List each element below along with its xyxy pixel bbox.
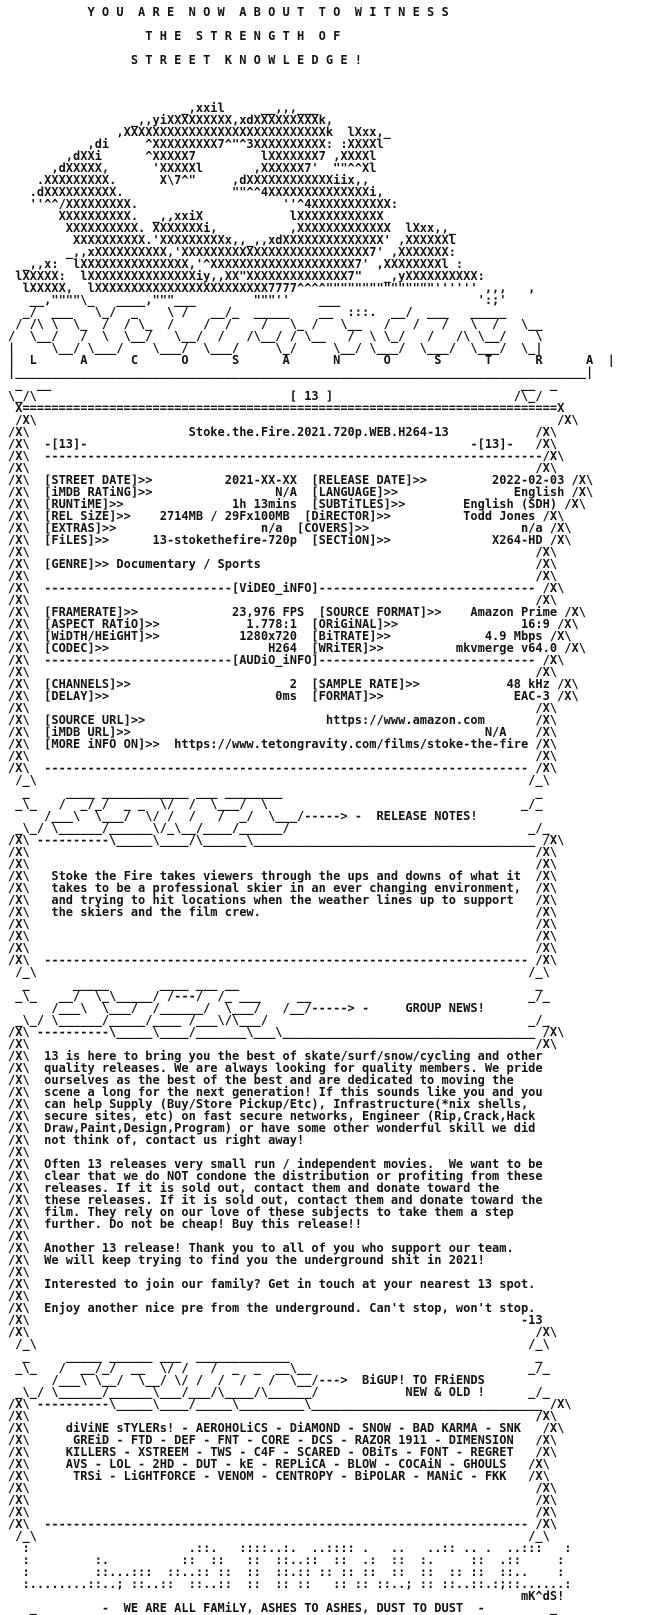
- nfo-line: /X\ releases. If it is sold out, contact them and donate toward the: [8, 1181, 500, 1195]
- nfo-line: .XXXXXXXXX. X\7^" ,dXXXXXXXXXXXXiix,,: [8, 173, 370, 187]
- nfo-line: /X\ these releases. If it is sold out, contact them and donate toward the: [8, 1193, 543, 1207]
- nfo-line: /X\ film. They rely on our love of these subjects to take them a step: [8, 1205, 514, 1219]
- nfo-line: _,xxil __,,,___: [8, 101, 319, 115]
- nfo-line: /X\ [iMDB RATiNG]>> N/A [LANGUAGE]>> English /X\: [8, 485, 594, 499]
- nfo-line: /X\ Enjoy another nice pre from the underground. Can't stop, won't stop.: [8, 1301, 536, 1315]
- nfo-line: /X\ and trying to hit locations when the weather lines up to support /X\: [8, 893, 558, 907]
- nfo-line: /_\ /_\: [8, 965, 550, 979]
- nfo-line: /X\ takes to be a professional skier in an ever changing environment, /X\: [8, 881, 558, 895]
- nfo-line: /X\ /X\: [8, 413, 579, 427]
- nfo-line: __,""""\_ ____,"""___ """'' ___ ':;': [8, 293, 507, 307]
- nfo-line: /___\ \__/ \__/ \/ / / / / \__/---> BiGUP! TO FRiENDS: [8, 1373, 485, 1387]
- nfo-line: /X\ the skiers and the film crew. /X\: [8, 905, 558, 919]
- nfo-line: .dXXXXXXXXXX. ""^^4XXXXXXXXXXXXXXi,: [8, 185, 384, 199]
- nfo-line: /X\ /X\: [8, 749, 558, 763]
- nfo-line: /X\ [FRAMERATE]>> 23,976 FPS [SOURCE FORMAT]>> Amazon Prime /X\: [8, 605, 586, 619]
- nfo-line: ,dXXi ^XXXXX7 lXXXXXXX7 ,XXXXl: [8, 149, 377, 163]
- nfo-line: /X\ /X\: [8, 1037, 558, 1051]
- nfo-line: ''^^/XXXXXXXXX. ''^4XXXXXXXXXXX:: [8, 197, 399, 211]
- nfo-line: /X\ [iMDB URL]>> N/A /X\: [8, 725, 558, 739]
- nfo-line: _,,x: lXXXXXXXXXXXXXXX,'^XXXXXXXXXXXXXXXXXXXX7' ,XXXXXXXXl :: [8, 257, 464, 271]
- nfo-line: lXXXXX: lXXXXXXXXXXXXXXXiy,,XX"XXXXXXXXXXXXXX7" _,yXXXXXXXXXX:: [8, 269, 485, 283]
- nfo-line: _\_/ \______/______\___/___/\____/\______/ NEW & OLD ! _/_: [8, 1385, 550, 1399]
- nfo-line: _\_ / _/_/ _ _ \/ / \___/ \ _/_: [8, 797, 543, 811]
- nfo-line: /X\ /X\: [8, 929, 558, 943]
- nfo-line: /X\: [8, 1229, 30, 1243]
- nfo-line: /X\ /X\: [8, 701, 558, 715]
- nfo-line: /X\ /X\: [8, 545, 558, 559]
- nfo-line: _ __ __ _: [8, 377, 558, 391]
- nfo-line: /_\ /_\: [8, 773, 550, 787]
- nfo-line: XXXXXXXXXX. XXXXXXXi, ,XXXXXXXXXXXXX lXxx,,_: [8, 221, 456, 235]
- nfo-line: | \__/ \___/ \___/ \___/ \_/ \__/ \___/ \___/ \___/ \_|: [8, 341, 543, 355]
- nfo-line: /X\ /X\: [8, 1505, 558, 1519]
- nfo-line: /X\ /X\: [8, 461, 558, 475]
- nfo-line: /X\ /X\: [8, 845, 558, 859]
- nfo-line: : .::. ::::..:. ..:::: . .. ..:: .. . ..::: :: [8, 1541, 572, 1555]
- nfo-line: /X\ AVS - LOL - 2HD - DUT - kE - REPLiCA - BLOW - COCAiN - GHOULS /X\: [8, 1457, 550, 1471]
- nfo-line: _ ____ ____________ ___ ________ _: [8, 785, 543, 799]
- nfo-line: X==========================================================================X: [8, 401, 565, 415]
- nfo-line: /X\ diViNE sTYLERs! - AEROHOLiCS - DiAMOND - SNOW - BAD KARMA - SNK /X\: [8, 1421, 565, 1435]
- nfo-line: _/ ___ \_/ _ \ / __/_ _____ __ :::. __/ ___ _____: [8, 305, 507, 319]
- nfo-line: [8, 78, 648, 90]
- nfo-line: /X\ can help Supply (Buy/Store Pickup/Etc), Infrastructure(*nix shells,: [8, 1097, 529, 1111]
- nfo-line: /X\ /X\: [8, 569, 558, 583]
- nfo-line: _,,yiXXXXXXXXX,xdXXXXXXXXXk,: [8, 113, 334, 127]
- nfo-line: /X\ ----------\_____\____/\______\_______________________________________ /X\: [8, 833, 565, 847]
- nfo-line: /X\ ----------\_____\____/_____\_________\________________________________ /X\: [8, 1397, 572, 1411]
- nfo-line: /X\ /X\: [8, 1409, 558, 1423]
- nfo-line: /X\ /X\: [8, 593, 558, 607]
- nfo-line: /X\ further. Do not be cheap! Buy this release!!: [8, 1217, 363, 1231]
- nfo-line: /X\ -[13]- -[13]- /X\: [8, 437, 558, 451]
- nfo-line: |_______________________________________________________________________________|: [8, 365, 594, 379]
- nfo-line: /X\ /X\: [8, 1325, 558, 1339]
- nfo-line: /X\ [CODEC]>> H264 [WRiTER]>> mkvmerge v64.0 /X\: [8, 641, 586, 655]
- nfo-line: /X\ --------------------------[AUDiO_iNFO]------------------------------ /X\: [8, 653, 565, 667]
- nfo-line: /_\ /_\: [8, 1337, 550, 1351]
- nfo-line: _\_ __/ \_\_____/ /---/ /_ ___ __ _/_: [8, 989, 550, 1003]
- nfo-line: /X\ --------------------------[ViDEO_iNFO]------------------------------ /X\: [8, 581, 565, 595]
- nfo-line: _\_/ \______/______\/_\__/____/______/ _/_: [8, 821, 550, 835]
- nfo-line: /X\ /X\: [8, 941, 558, 955]
- nfo-line: /X\ [CHANNELS]>> 2 [SAMPLE RATE]>> 48 kHz /X\: [8, 677, 579, 691]
- nfo-line: : ::...::: ::..:: :: :: ::.:: :: :: :: :: :: :: :: ::.. :: [8, 1565, 565, 1579]
- nfo-line: /X\ secure sites, etc) on fast secure networks, Engineer (Rip,Crack,Hack: [8, 1109, 536, 1123]
- nfo-line: /X\ KILLERS - XSTREEM - TWS - C4F - SCARED - OBiTs - FONT - REGRET /X\: [8, 1445, 558, 1459]
- nfo-line: / /\ \ \_ / / \_ / / / / \_ / \__ / / / \ / \__: [8, 317, 543, 331]
- nfo-line: Y O U A R E N O W A B O U T T O W I T N E S S: [8, 5, 449, 19]
- nfo-line: / \__/ / \ \__/ \__/ / /\__/ / \__ / \ \_/ / /\ \__/ \: [8, 329, 543, 343]
- nfo-line: /X\ ----------\_____\____/_______\___\___________________________________ /X\: [8, 1025, 565, 1039]
- nfo-line: /X\ ------------------------------------------------------------------- /X\: [8, 953, 558, 967]
- nfo-line: mK^dS!: [8, 1589, 565, 1603]
- nfo-line: lXXXXX, lXXXXXXXXXXXXXXXXXXXXXXXX7777^^^^"""""""""""""""'''''' ,,, ,: [8, 281, 536, 295]
- nfo-line: /X\ /X\: [8, 857, 558, 871]
- nfo-line: /X\ Another 13 release! Thank you to all of you who support our team.: [8, 1241, 514, 1255]
- nfo-line: XXXXXXXXXX.'XXXXXXXXXx,,_,,xdXXXXXXXXXXXXXX' ,XXXXXXl: [8, 233, 456, 247]
- nfo-line: /_\ /_\: [8, 1529, 550, 1543]
- nfo-line: /X\ [REL SiZE]>> 2714MB / 29Fx100MB [DiRECTOR]>> Todd Jones /X\: [8, 509, 565, 523]
- nfo-line: /X\ Interested to join our family? Get in touch at your nearest 13 spot.: [8, 1277, 536, 1291]
- nfo-line: /X\ GREiD - FTD - DEF - FNT - CORE - DCS - RAZOR 1911 - DIMENSION /X\: [8, 1433, 558, 1447]
- nfo-line: _ - WE ARE ALL FAMiLY, ASHES TO ASHES, DUST TO DUST - _: [8, 1601, 558, 1615]
- nfo-line: /X\ ourselves as the best of the best and are dedicated to moving the: [8, 1073, 514, 1087]
- nfo-line: /X\ [MORE iNFO ON]>> https://www.tetongravity.com/films/stoke-the-fire /X\: [8, 737, 558, 751]
- nfo-line: [8, 66, 648, 78]
- nfo-line: /X\ /X\: [8, 1493, 558, 1507]
- nfo-line: ,dXXXXX, 'XXXXXl ,XXXXXX7' ""^^Xl: [8, 161, 377, 175]
- nfo-line: /X\ clear that we do NOT condone the distribution or profiting from these: [8, 1169, 543, 1183]
- nfo-line: _\_/ \______/_____/____ /___\/\___/ _/_: [8, 1013, 550, 1027]
- nfo-line: /X\ scene a long for the next generation! If this sounds like you and you: [8, 1085, 543, 1099]
- nfo-line: ,di ^XXXXXXXXX7^"^3XXXXXXXXXX: :XXXXl: [8, 137, 384, 151]
- nfo-line: /X\ [SOURCE URL]>> https://www.amazon.com /X\: [8, 713, 558, 727]
- nfo-line: /X\: [8, 1265, 30, 1279]
- nfo-line: /X\ ------------------------------------------------------------------- /X\: [8, 1517, 558, 1531]
- nfo-line: _ _____ ______ ___ _____________ _: [8, 1349, 543, 1363]
- nfo-line: /___\ \___/ \/ / / / _/ \___/-----> - RELEASE NOTES!: [8, 809, 478, 823]
- nfo-line: _,,xXXXXXXXXXX,'XXXXXXXXXXXXXXXXXXXXXXXXXX7' ,XXXXXXX:: [8, 245, 456, 259]
- nfo-line: /___\ \___/ /______/ \___/ /__/-----> - GROUP NEWS!: [8, 1001, 485, 1015]
- nfo-line: /X\: [8, 1145, 30, 1159]
- nfo-line: /X\: [8, 1289, 30, 1303]
- nfo-line: T H E S T R E N G T H O F: [8, 29, 341, 43]
- nfo-line: S T R E E T K N O W L E D G E !: [8, 53, 363, 67]
- nfo-line: :........::..; ::..:: ::..:: :: :: :: :: :: ::..; :: ::..::.:;::......:: [8, 1577, 572, 1591]
- nfo-line: /X\ [ASPECT RATiO]>> 1.778:1 [ORiGiNAL]>> 16:9 /X\: [8, 617, 579, 631]
- nfo-line: XXXXXXXXXX. _,,xxiX lXXXXXXXXXXXX: [8, 209, 384, 223]
- nfo-line: _ _____ ____ ___ __ _: [8, 977, 543, 991]
- nfo-line: /X\ [GENRE]>> Documentary / Sports /X\: [8, 557, 558, 571]
- nfo-line: /X\ Stoke the Fire takes viewers through the ups and downs of what it /X\: [8, 869, 558, 883]
- nfo-line: /X\ Stoke.the.Fire.2021.720p.WEB.H264-13 /X\: [8, 425, 558, 439]
- nfo-line: /X\ /X\: [8, 917, 558, 931]
- nfo-line: /X\ We will keep trying to find you the underground shit in 2021!: [8, 1253, 485, 1267]
- nfo-line: /X\ Often 13 releases very small run / independent movies. We want to be: [8, 1157, 543, 1171]
- nfo-line: /X\ [STREET DATE]>> 2021-XX-XX [RELEASE DATE]>> 2022-02-03 /X\: [8, 473, 594, 487]
- nfo-line: /X\ TRSi - LiGHTFORCE - VENOM - CENTROPY - BiPOLAR - MANiC - FKK /X\: [8, 1469, 550, 1483]
- nfo-line: /X\ not think of, contact us right away!: [8, 1133, 305, 1147]
- nfo-line: /X\ /X\: [8, 665, 558, 679]
- nfo-line: /X\ -13: [8, 1313, 543, 1327]
- nfo-line: /X\ Draw,Paint,Design,Program) or have some other wonderful skill we did: [8, 1121, 536, 1135]
- nfo-line: /X\ [RUNTiME]>> 1h 13mins [SUBTiTLES]>> English (SDH) /X\: [8, 497, 586, 511]
- nfo-line: /X\ /X\: [8, 1481, 558, 1495]
- nfo-line: ,XXXXXXXXXXXXXXXXXXXXXXXXXXXXk lXxx,_: [8, 125, 391, 139]
- nfo-line: /X\ [WiDTH/HEiGHT]>> 1280x720 [BiTRATE]>> 4.9 Mbps /X\: [8, 629, 572, 643]
- nfo-line: /X\ ---------------------------------------------------------------------/X\: [8, 449, 565, 463]
- nfo-line: : :. :: :: :: ::..:: :: .: :: :. :: .:: :: [8, 1553, 565, 1567]
- nfo-line: _\_ / __/_/ __ \/ / / _ _ __\__ _/_: [8, 1361, 550, 1375]
- nfo-line: /X\ [DELAY]>> 0ms [FORMAT]>> EAC-3 /X\: [8, 689, 579, 703]
- nfo-line: | L A C O S A N O S T R A |: [8, 353, 615, 367]
- nfo-line: /X\ quality releases. We are always looking for quality members. We pride: [8, 1061, 543, 1075]
- nfo-line: \_/\ [ 13 ] /\_/: [8, 389, 543, 403]
- nfo-line: /X\ 13 is here to bring you the best of skate/surf/snow/cycling and other: [8, 1049, 543, 1063]
- nfo-line: /X\ [FiLES]>> 13-stokethefire-720p [SECTiON]>> X264-HD /X\: [8, 533, 572, 547]
- nfo-line: /X\ [EXTRAS]>> n/a [COVERS]>> n/a /X\: [8, 521, 572, 535]
- nfo-line: /X\ ------------------------------------------------------------------- /X\: [8, 761, 558, 775]
